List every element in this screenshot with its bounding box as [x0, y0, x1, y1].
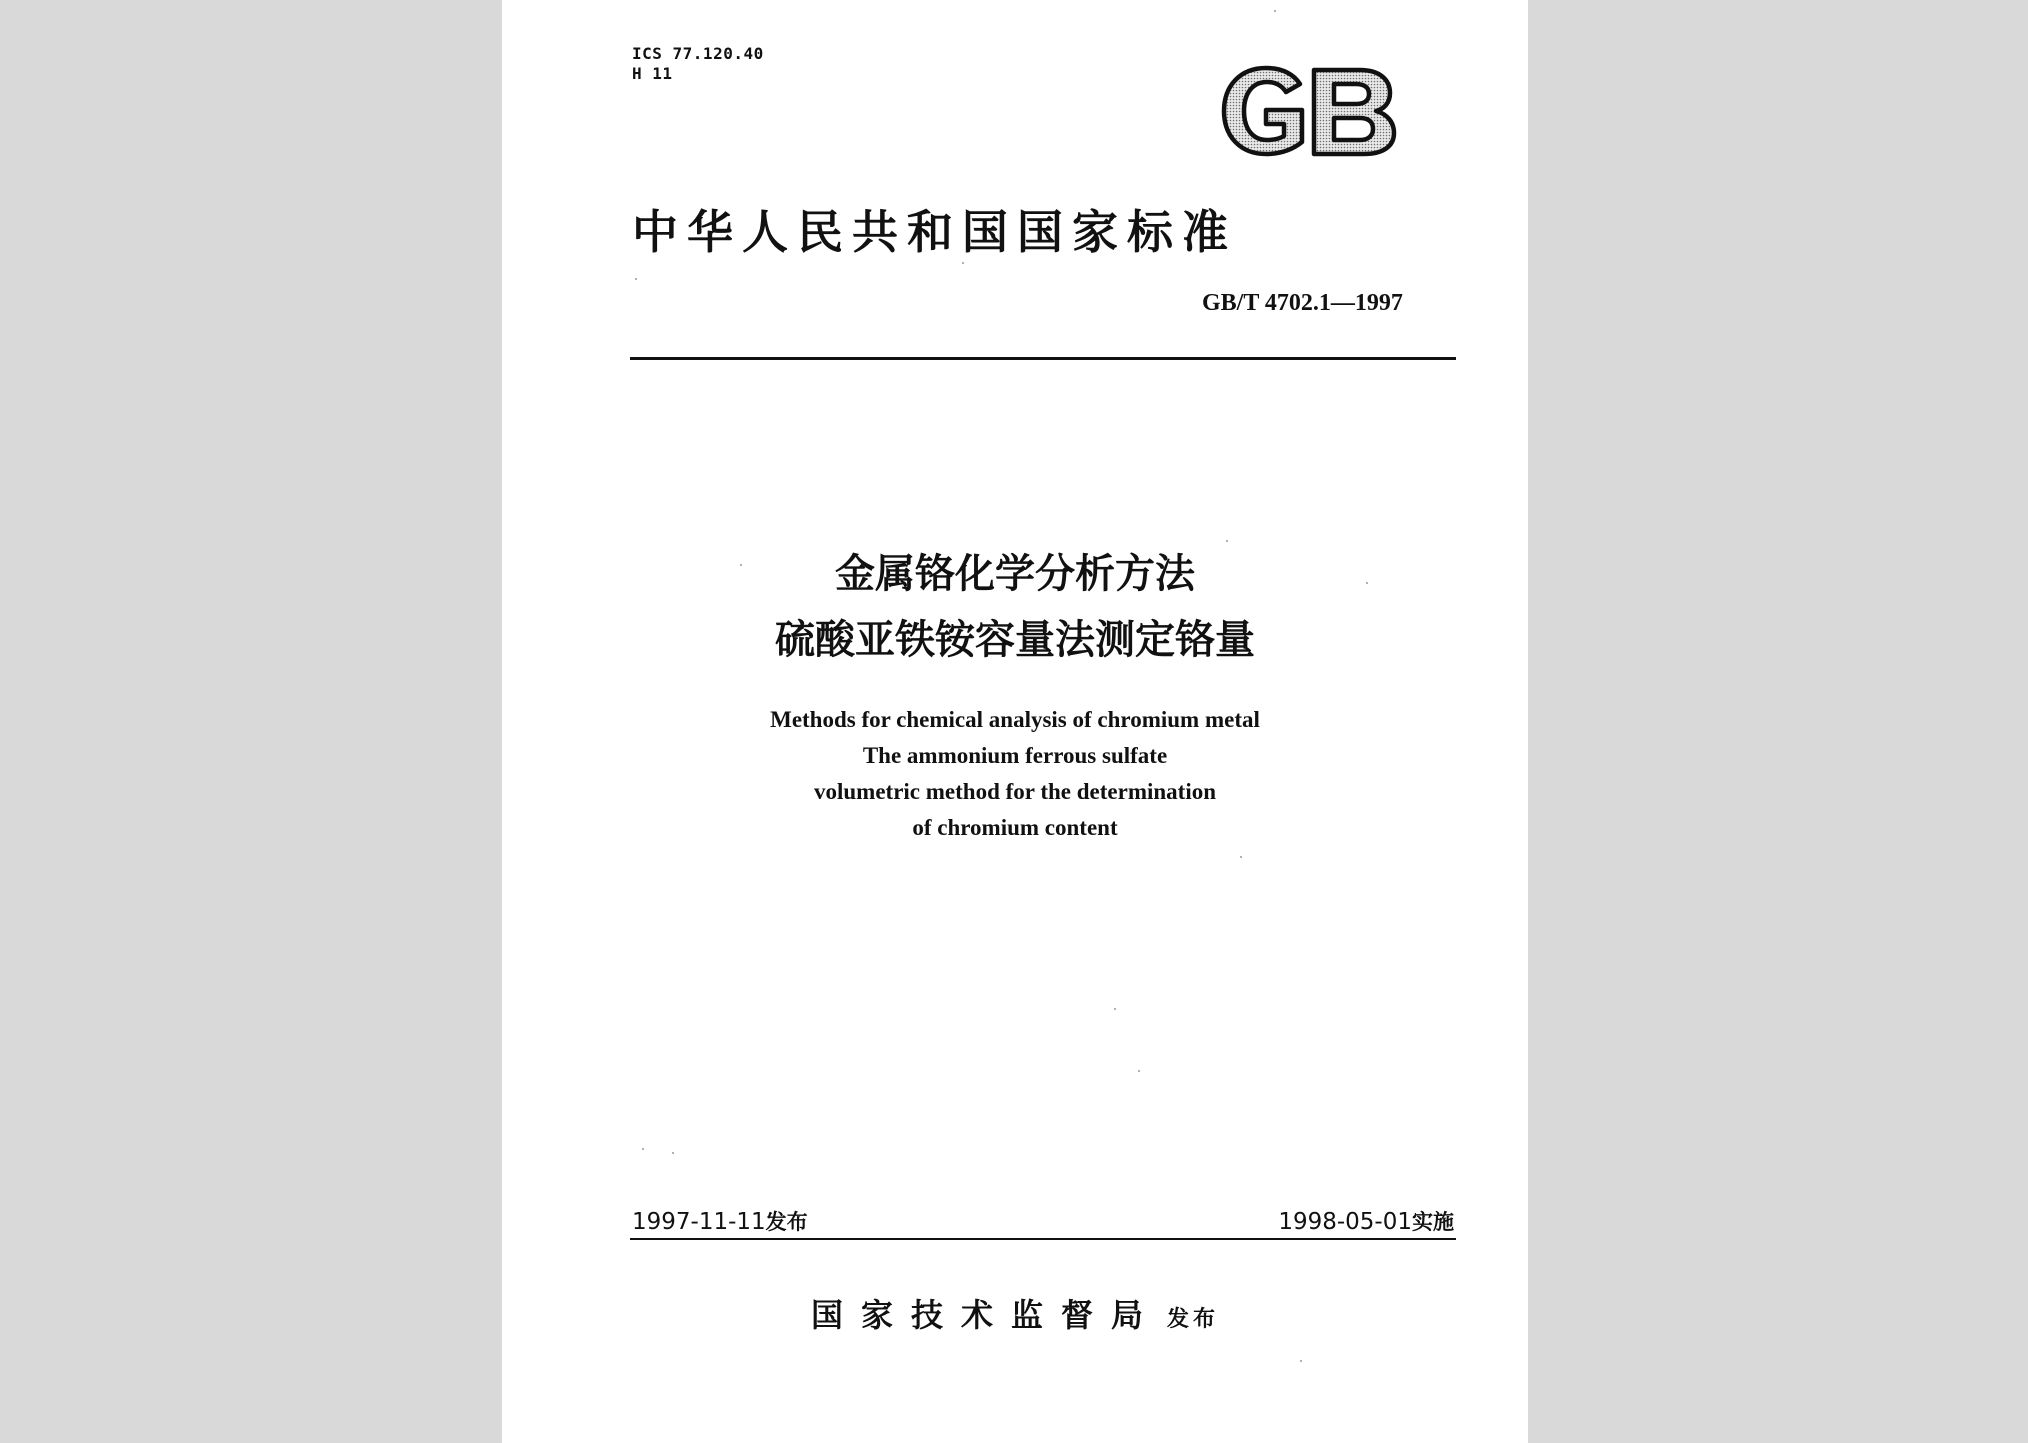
ics-code: ICS 77.120.40 [632, 44, 764, 63]
scan-speck [1274, 10, 1276, 12]
effective-label: 实施 [1412, 1210, 1454, 1234]
english-title-line-4: of chromium content [912, 815, 1118, 840]
chinese-title-line-1: 金属铬化学分析方法 [835, 551, 1195, 597]
document-page [502, 0, 1528, 1443]
scan-speck [672, 1152, 674, 1154]
scan-speck [1366, 582, 1368, 584]
ccs-code: H 11 [632, 64, 673, 83]
scan-speck [635, 278, 637, 280]
standard-number: GB/T 4702.1—1997 [1202, 290, 1403, 316]
issue-label: 发布 [765, 1210, 808, 1234]
footer-divider [630, 1238, 1456, 1240]
classification-codes [632, 44, 764, 84]
english-title-line-1: Methods for chemical analysis of chromium metal [770, 707, 1260, 732]
effective-date: 1998-05-01 [1278, 1209, 1412, 1235]
issuer-line [502, 1290, 1528, 1336]
scan-speck [740, 564, 742, 566]
issue-date-line [632, 1206, 808, 1236]
english-title-line-3: volumetric method for the determination [814, 779, 1216, 804]
english-title-line-2: The ammonium ferrous sulfate [862, 743, 1168, 768]
scan-speck [1226, 540, 1228, 542]
organization-title: 中华人民共和国国家标准 [632, 205, 1237, 259]
scan-speck [1300, 1360, 1302, 1362]
chinese-title-line-2: 硫酸亚铁铵容量法测定铬量 [775, 617, 1255, 663]
gb-logo [1214, 62, 1404, 160]
scan-speck [1114, 1008, 1116, 1010]
issuer-label: 发布 [1167, 1306, 1220, 1332]
issue-date: 1997-11-11 [632, 1209, 766, 1235]
scan-speck [642, 1148, 644, 1150]
scan-speck [962, 262, 964, 264]
english-title [502, 702, 1528, 846]
scan-speck [1138, 1070, 1140, 1072]
header-divider [630, 357, 1456, 360]
issuer-name: 国家技术监督局 [810, 1296, 1161, 1334]
effective-date-line [1278, 1206, 1454, 1236]
scan-speck [1240, 856, 1242, 858]
